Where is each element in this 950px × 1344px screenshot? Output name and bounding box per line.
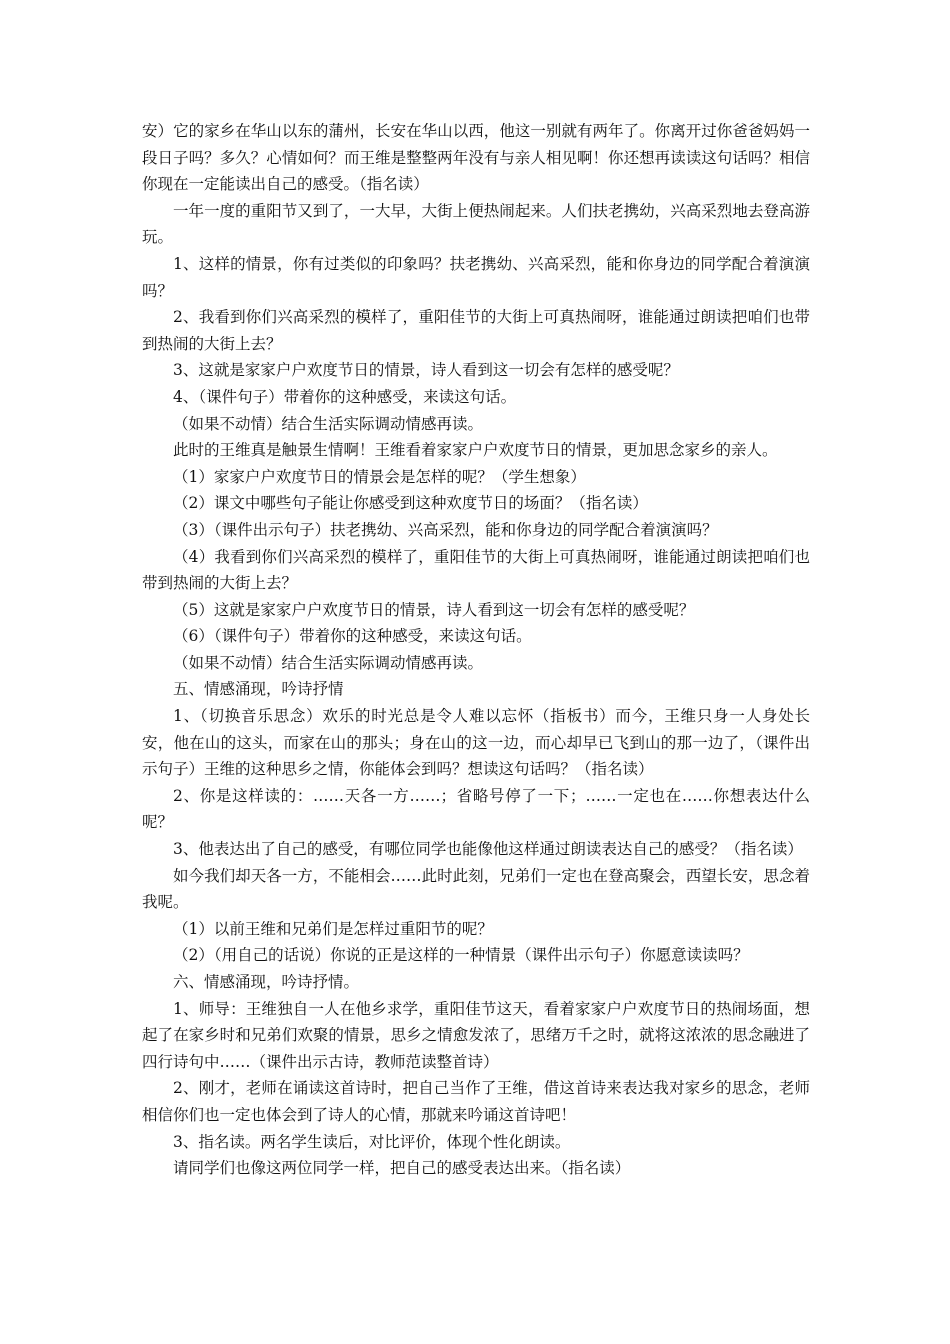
paragraph: 3、他表达出了自己的感受，有哪位同学也能像他这样通过朗读表达自己的感受？（指名读） xyxy=(173,840,803,859)
paragraph: （5）这就是家家户户欢度节日的情景，诗人看到这一切会有怎样的感受呢？ xyxy=(173,600,695,619)
section-heading: 五、情感涌现，吟诗抒情 xyxy=(173,680,344,699)
paragraph: 一年一度的重阳节又到了，一大早，大街上便热闹起来。人们扶老携幼，兴高采烈地去登高游玩。 xyxy=(142,201,810,247)
paragraph: （6）（课件句子）带着你的这种感受，来读这句话。 xyxy=(173,627,532,646)
paragraph: 1、（切换音乐思念）欢乐的时光总是令人难以忘怀（指板书）而今，王维只身一人身处长安，他在山的这头，而家在山的那头；身在山的这一边，而心却早已飞到山的那一边了，（课件出示句子）王维的这种思乡之情，你能体会到吗？想读这句话吗？（指名读） xyxy=(142,707,810,779)
paragraph: 2、刚才，老师在诵读这首诗时，把自己当作了王维，借这首诗来表达我对家乡的思念，老师相信你们也一定也体会到了诗人的心情，那就来吟诵这首诗吧！ xyxy=(142,1079,810,1124)
paragraph: （1）家家户户欢度节日的情景会是怎样的呢？（学生想象） xyxy=(173,467,586,486)
paragraph: （3）（课件出示句子）扶老携幼、兴高采烈，能和你身边的同学配合着演演吗？ xyxy=(173,520,718,539)
paragraph: （如果不动情）结合生活实际调动情感再读。 xyxy=(173,414,484,433)
paragraph: 安）它的家乡在华山以东的蒲州，长安在华山以西，他这一别就有两年了。你离开过你爸爸妈妈一段日子吗？多久？心情如何？而王维是整整两年没有与亲人相见啊！你还想再读读这句话吗？相信你现在一定能读出自己的感受。（指名读） xyxy=(142,122,810,194)
paragraph: 请同学们也像这两位同学一样，把自己的感受表达出来。（指名读） xyxy=(173,1159,631,1178)
paragraph: （如果不动情）结合生活实际调动情感再读。 xyxy=(173,653,484,672)
paragraph: （4）我看到你们兴高采烈的模样了，重阳佳节的大街上可真热闹呀，谁能通过朗读把咱们也带到热闹的大街上去？ xyxy=(142,547,810,593)
paragraph: 如今我们却天各一方，不能相会……此时此刻，兄弟们一定也在登高聚会，西望长安，思念着我呢。 xyxy=(142,866,810,912)
paragraph: 2、你是这样读的：……天各一方……；省略号停了一下；……一定也在……你想表达什么呢？ xyxy=(142,786,810,832)
paragraph: （1）以前王维和兄弟们是怎样过重阳节的呢？ xyxy=(173,919,493,938)
paragraph: 此时的王维真是触景生情啊！王维看着家家户户欢度节日的情景，更加思念家乡的亲人。 xyxy=(173,441,778,460)
paragraph: 3、这就是家家户户欢度节日的情景，诗人看到这一切会有怎样的感受呢？ xyxy=(173,361,679,380)
paragraph: （2）（用自己的话说）你说的正是这样的一种情景（课件出示句子）你愿意读读吗？ xyxy=(173,946,749,965)
paragraph: 3、指名读。两名学生读后，对比评价，体现个性化朗读。 xyxy=(173,1132,571,1151)
paragraph: 4、（课件句子）带着你的这种感受，来读这句话。 xyxy=(173,387,517,406)
paragraph: （2）课文中哪些句子能让你感受到这种欢度节日的场面？（指名读） xyxy=(173,494,648,513)
section-heading: 六、情感涌现，吟诗抒情。 xyxy=(173,973,360,991)
paragraph: 1、师导：王维独自一人在他乡求学，重阳佳节这天，看着家家户户欢度节日的热闹场面，想起了在家乡时和兄弟们欢聚的情景，思乡之情愈发浓了，思绪万千之时，就将这浓浓的思念融进了四行诗句中……（课件出示古诗，教师范读整首诗） xyxy=(142,999,810,1071)
paragraph: 2、我看到你们兴高采烈的模样了，重阳佳节的大街上可真热闹呀，谁能通过朗读把咱们也带到热闹的大街上去？ xyxy=(142,308,810,353)
document-body xyxy=(142,118,810,1182)
paragraph: 1、这样的情景，你有过类似的印象吗？扶老携幼、兴高采烈，能和你身边的同学配合着演演吗？ xyxy=(142,254,810,300)
